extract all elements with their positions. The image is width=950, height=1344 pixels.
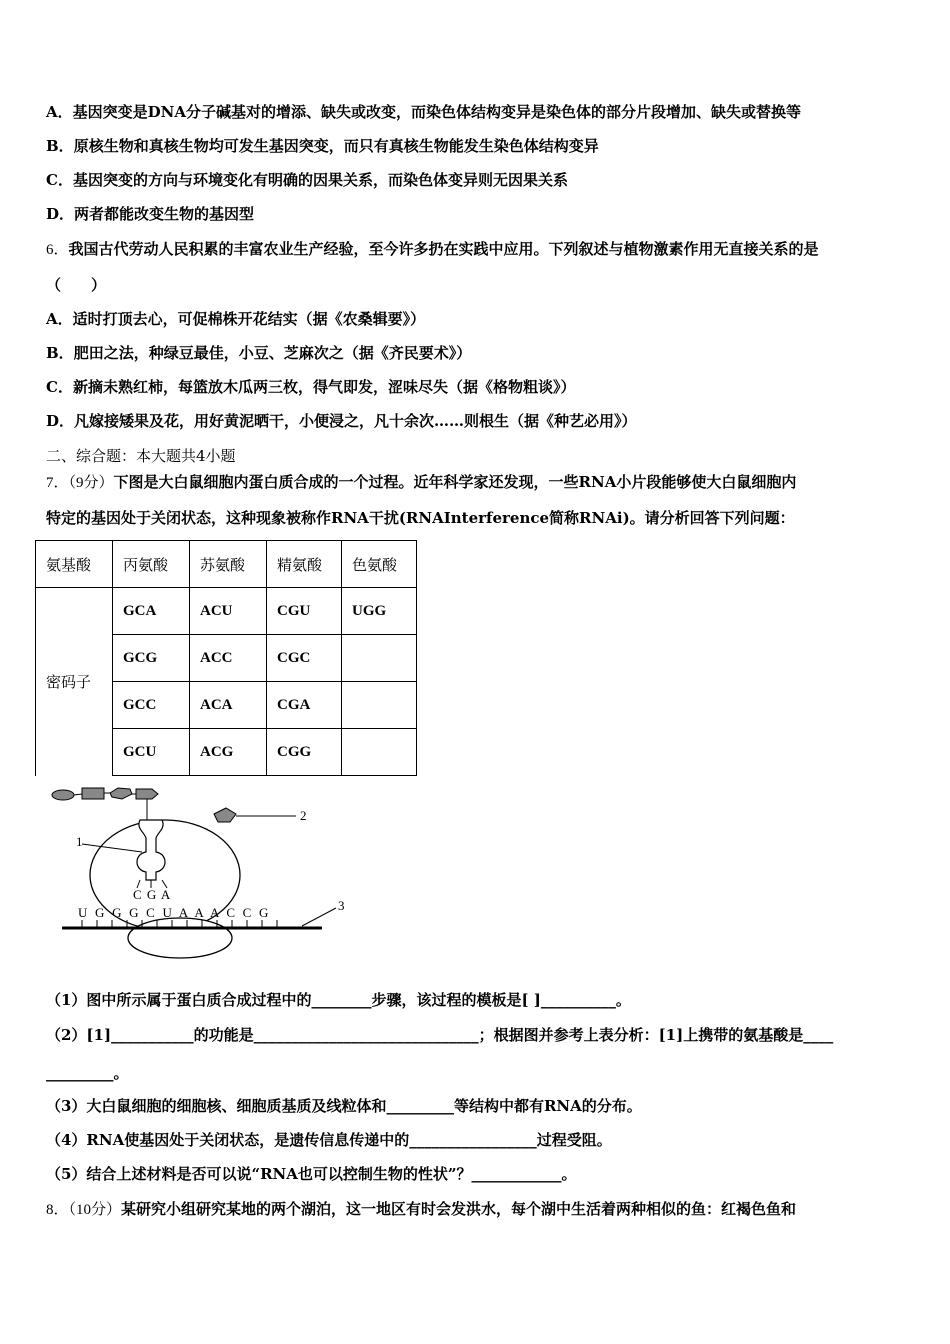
q6-paren: （ ） [46,276,107,294]
table-header-cell: 色氨酸 [342,541,417,588]
q6-option-c: C．新摘未熟红柿，每篮放木瓜两三枚，得气即发，涩味尽失（据《格物粗谈》） [46,378,576,396]
q7-stem-line2: 特定的基因处于关闭状态，这种现象被称作RNA干扰(RNAInterference简称RNAi)。请分析回答下列问题： [46,509,795,527]
table-header-row [36,541,417,588]
table-header-cell: 丙氨酸 [113,541,190,588]
row-label-cell: 密码子 [36,588,113,776]
table-cell: GCU [113,729,190,776]
translation-diagram [40,780,370,960]
q7-subq-3: （3）大白鼠细胞的细胞核、细胞质基质及线粒体和_________等结构中都有RNA的分布。 [46,1097,642,1115]
ribosome-small-subunit [128,918,232,958]
q7-subq-5: （5）结合上述材料是否可以说“RNA也可以控制生物的性状”？____________。 [46,1165,577,1183]
trna [137,820,165,880]
q6-stem: 6．我国古代劳动人民积累的丰富农业生产经验，至今许多扔在实践中应用。下列叙述与植物激素作用无直接关系的是 [46,240,819,258]
q5-option-a: A．基因突变是DNA分子碱基对的增添、缺失或改变，而染色体结构变异是染色体的部分片段增加、缺失或替换等 [46,103,802,121]
free-amino-acid [214,808,307,823]
table-cell: CGC [267,635,342,682]
table-cell: UGG [342,588,417,635]
q5-option-c: C．基因突变的方向与环境变化有明确的因果关系，而染色体变异则无因果关系 [46,171,568,189]
table-cell: GCC [113,682,190,729]
table-cell: CGG [267,729,342,776]
label-3-pointer [302,908,336,926]
table-cell: GCA [113,588,190,635]
table-row [36,588,417,635]
peptide-chain [52,788,158,820]
q6-option-d: D．凡嫁接矮果及花，用好黄泥晒干，小便浸之，凡十余次……则根生（据《种艺必用》） [46,412,637,430]
table-cell: GCG [113,635,190,682]
codon-table [35,540,417,776]
table-cell: CGU [267,588,342,635]
table-cell [342,635,417,682]
table-cell: ACA [190,682,267,729]
label-1-pointer [82,844,142,852]
label-3: 3 [338,898,345,913]
table-cell: CGA [267,682,342,729]
table-header-cell: 苏氨酸 [190,541,267,588]
q5-option-b: B．原核生物和真核生物均可发生基因突变，而只有真核生物能发生染色体结构变异 [46,137,599,155]
table-header-cell: 精氨酸 [267,541,342,588]
table-cell [342,729,417,776]
table-header-cell: 氨基酸 [36,541,113,588]
q7-stem-line1: 7．（9分）下图是大白鼠细胞内蛋白质合成的一个过程。近年科学家还发现，一些RNA小片段能够使大白鼠细胞内 [46,473,797,491]
mrna-sequence: U G G G C U A A A C C G [78,905,271,920]
q7-subq-2: （2）[1]___________的功能是______________________________；根据图并参考上表分析：[1]上携带的氨基酸是____ [46,1026,834,1044]
table-cell: ACU [190,588,267,635]
table-cell: ACC [190,635,267,682]
section-heading: 二、综合题：本大题共4小题 [46,447,236,465]
q6-option-a: A．适时打顶去心，可促棉株开花结实（据《农桑辑要》） [46,310,426,328]
table-cell: ACG [190,729,267,776]
q7-subq-1: （1）图中所示属于蛋白质合成过程中的________步骤，该过程的模板是[ ]__________。 [46,991,631,1009]
q8-stem: 8．（10分）某研究小组研究某地的两个湖泊，这一地区有时会发洪水，每个湖中生活着两种相似的鱼：红褐色鱼和 [46,1200,797,1218]
label-1: 1 [76,834,83,849]
q6-option-b: B．肥田之法，种绿豆最佳，小豆、芝麻次之（据《齐民要术》） [46,344,472,362]
q5-option-d: D．两者都能改变生物的基因型 [46,205,255,223]
q7-subq-2-cont: _________。 [46,1064,129,1082]
table-cell [342,682,417,729]
anticodon-text: C G A [133,887,172,902]
q7-subq-4: （4）RNA使基因处于关闭状态，是遗传信息传递中的_________________过程受阻。 [46,1131,612,1149]
label-2: 2 [300,808,307,823]
